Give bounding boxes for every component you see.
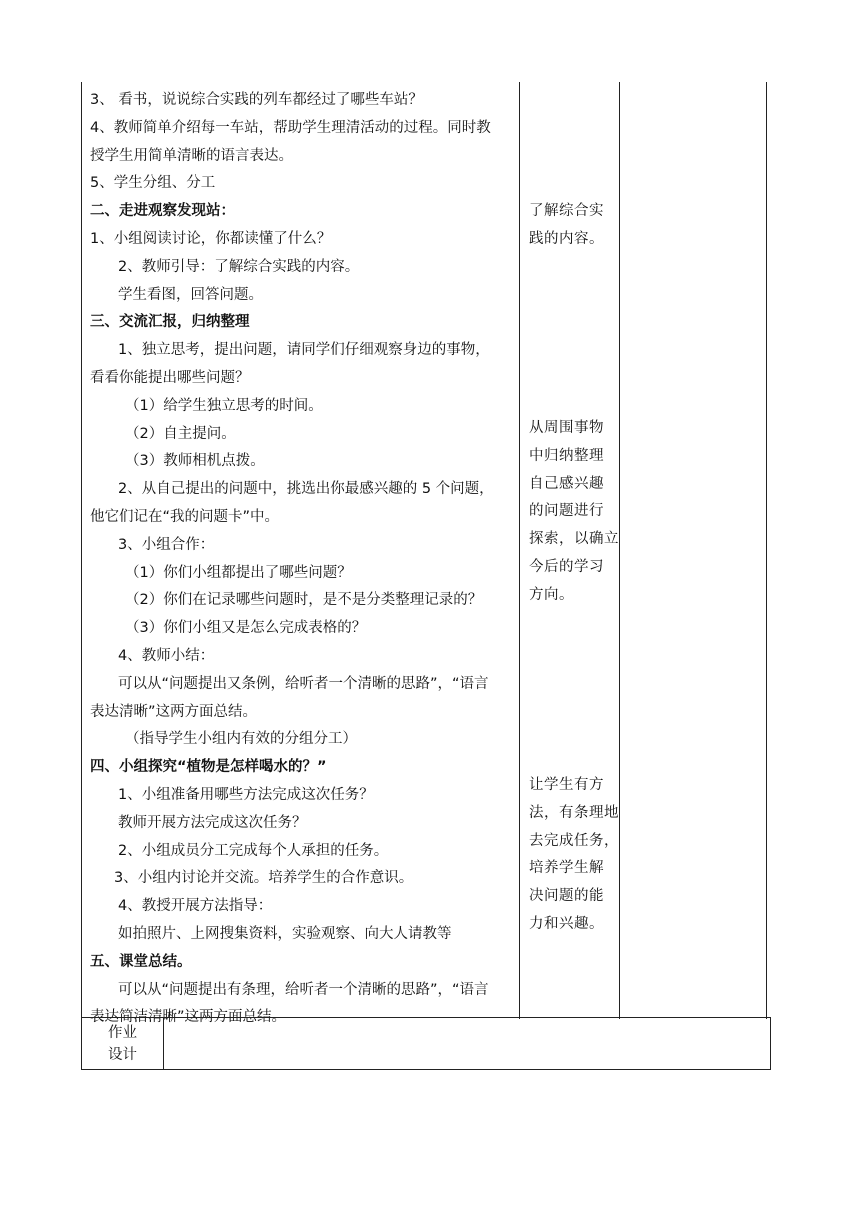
homework-label-line: 作业 [108, 1025, 137, 1041]
step-line: 1、小组阅读讨论，你都读懂了什么？ [90, 230, 332, 247]
teaching-process-column [90, 87, 515, 1032]
lesson-table [81, 82, 767, 1026]
step-line: （2）自主提问。 [125, 425, 236, 442]
step-line: 表达简洁清晰”这两方面总结。 [90, 1009, 287, 1026]
step-line: 2、小组成员分工完成每个人承担的任务。 [118, 842, 389, 859]
step-line: 4、教授开展方法指导： [118, 898, 273, 915]
step-line: 可以从“问题提出又条例，给听者一个清晰的思路”，“语言 [118, 675, 489, 692]
step-line: 3、 看书，说说综合实践的列车都经过了哪些车站？ [90, 92, 423, 108]
step-line: 表达清晰”这两方面总结。 [90, 703, 258, 720]
intent-line: 培养学生解 [529, 860, 604, 877]
design-intent-3 [529, 772, 621, 939]
step-line: 他它们记在“我的问题卡”中。 [90, 508, 280, 525]
step-line: （1）你们小组都提出了哪些问题？ [125, 564, 352, 581]
intent-line: 去完成任务， [529, 832, 619, 849]
step-line: 3、小组合作： [118, 536, 215, 553]
step-line: 学生看图，回答问题。 [118, 286, 263, 303]
section-heading: 三、交流汇报，归纳整理 [90, 314, 250, 331]
intent-line: 了解综合实 [529, 203, 604, 219]
step-line: 3、小组内讨论并交流。培养学生的合作意识。 [114, 870, 414, 887]
step-line: 1、小组准备用哪些方法完成这次任务？ [118, 786, 374, 803]
intent-line: 的问题进行 [529, 503, 604, 520]
intent-line: 法，有条理地 [529, 804, 619, 821]
homework-label [82, 1018, 164, 1069]
section-heading: 二、走进观察发现站： [90, 203, 235, 220]
step-line: （2）你们在记录哪些问题时，是不是分类整理记录的？ [125, 592, 483, 609]
intent-line: 力和兴趣。 [529, 915, 604, 932]
intent-line: 让学生有方 [529, 777, 604, 793]
intent-line: 践的内容。 [529, 230, 604, 247]
intent-line: 探索，以确立 [529, 531, 619, 548]
step-line: （3）教师相机点拨。 [125, 453, 265, 470]
intent-line: 决问题的能 [529, 888, 604, 905]
homework-label-line: 设计 [108, 1047, 137, 1063]
section-heading: 四、小组探究“植物是怎样喝水的？” [90, 759, 327, 776]
step-line: 教师开展方法完成这次任务？ [118, 814, 307, 831]
step-line: 1、独立思考，提出问题，请同学们仔细观察身边的事物， [118, 342, 490, 359]
step-line: 看看你能提出哪些问题？ [90, 369, 250, 386]
design-intent-2 [529, 415, 621, 610]
homework-table [81, 1017, 771, 1070]
step-line: 2、教师引导：了解综合实践的内容。 [118, 258, 360, 275]
intent-line: 中归纳整理 [529, 447, 604, 464]
column-divider [519, 82, 520, 1019]
step-line: （1）给学生独立思考的时间。 [125, 397, 323, 414]
design-intent-1 [529, 198, 621, 254]
step-line: （3）你们小组又是怎么完成表格的？ [125, 620, 367, 637]
step-line: 授学生用简单清晰的语言表达。 [90, 147, 293, 164]
intent-line: 自己感兴趣 [529, 475, 604, 492]
step-line: 可以从“问题提出有条理，给听者一个清晰的思路”，“语言 [118, 981, 489, 998]
step-line: （指导学生小组内有效的分组分工） [125, 731, 357, 748]
step-line: 5、学生分组、分工 [90, 175, 216, 192]
intent-line: 方向。 [529, 586, 574, 603]
intent-line: 从周围事物 [529, 420, 604, 436]
step-line: 4、教师小结： [118, 647, 215, 664]
step-line: 2、从自己提出的问题中，挑选出你最感兴趣的 5 个问题， [118, 481, 494, 498]
step-line: 4、教师简单介绍每一车站，帮助学生理清活动的过程。同时教 [90, 119, 491, 136]
step-line: 如拍照片、上网搜集资料，实验观察、向大人请教等 [118, 925, 452, 942]
section-heading: 五、课堂总结。 [90, 953, 192, 970]
intent-line: 今后的学习 [529, 558, 604, 575]
